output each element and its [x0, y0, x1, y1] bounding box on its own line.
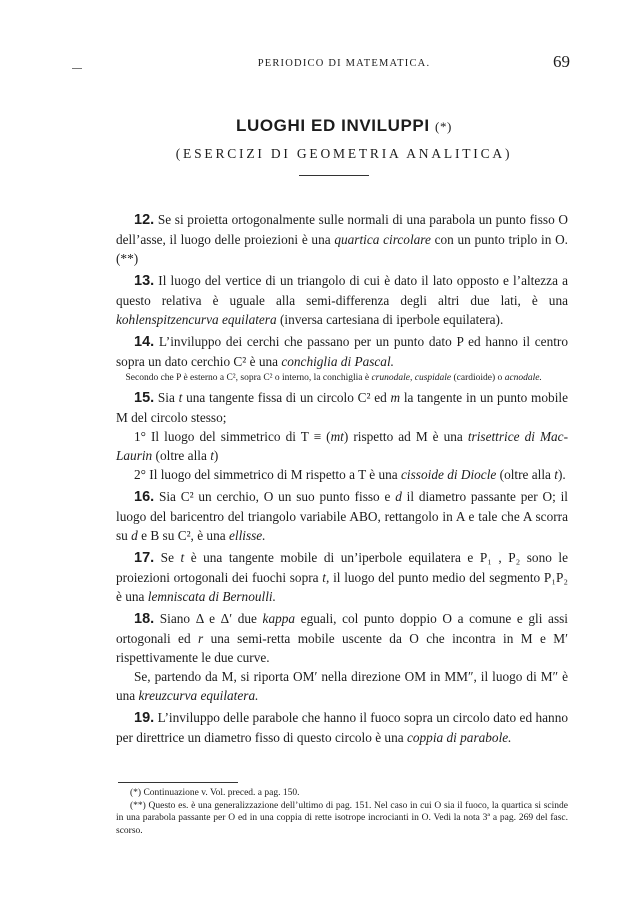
page-number: 69: [553, 52, 570, 71]
exercise-italic: conchiglia di Pascal.: [281, 354, 394, 369]
exercise-15-case-1: [116, 427, 568, 465]
exercise-text: con un punto triplo in O. (**): [116, 232, 568, 266]
exercise-text: la tangente in un punto mobile M del circolo stesso;: [116, 390, 568, 425]
note-italic: acnodale.: [504, 373, 542, 383]
exercise-18: [116, 609, 568, 667]
exercise-italic: kreuzcurva equilatera.: [138, 688, 259, 703]
exercise-text: Se, partendo da M, si riporta OM′ nella direzione OM in MM″, il luogo di M″ è una: [116, 669, 568, 703]
exercise-text: L’inviluppo delle parabole che hanno il fuoco sopra un circolo dato ed hanno per direttrice un diametro fisso di questo circolo è una: [116, 710, 568, 745]
exercise-text: Sia: [154, 390, 179, 405]
exercise-text: ) rispetto ad M è una: [343, 429, 468, 444]
exercise-text: (inversa cartesiana di iperbole equilatera).: [276, 312, 504, 327]
exercise-number: 18.: [134, 611, 155, 627]
exercise-text: 2° Il luogo del simmetrico di M rispetto a T è una: [134, 467, 402, 482]
exercise-17: [116, 548, 568, 606]
title-footnote-ref: (*): [435, 119, 452, 134]
exercise-text: Sia C² un cerchio, O un suo punto fisso e: [154, 489, 396, 504]
exercise-text: il diametro passante per O; il luogo del baricentro del triangolo variabile ABO, rettangolo in A e tale che A scorra su: [116, 489, 568, 543]
exercise-text: Se: [154, 550, 181, 565]
exercise-italic: cissoide di Diocle: [401, 467, 497, 482]
exercise-text: Il luogo del vertice di un triangolo di cui è dato il lato opposto e l’altezza a questo relativa è uguale alla semi-differenza degli altri due lati, è una: [116, 273, 568, 308]
title-text: LUOGHI ED INVILUPPI: [236, 116, 430, 135]
article-body: [116, 210, 568, 747]
exercise-italic: r: [198, 631, 204, 646]
note-text: (cardioide) o: [451, 373, 505, 383]
running-head: PERIODICO DI MATEMATICA.: [257, 58, 431, 69]
footnotes: [116, 787, 568, 837]
exercise-number: 14.: [134, 334, 155, 350]
article-subtitle: (ESERCIZI DI GEOMETRIA ANALITICA): [175, 146, 513, 161]
note-text: Secondo che P è esterno a C², sopra C² o interno, la conchiglia è: [125, 373, 372, 383]
exercise-12: [116, 210, 568, 268]
exercise-italic: trisettrice di Mac-Laurin: [116, 429, 568, 463]
exercise-text: il luogo del punto medio del segmento P₁P₂ è una: [116, 570, 568, 604]
exercise-italic: t: [210, 448, 214, 463]
exercise-18-continuation: [116, 667, 568, 705]
exercise-text: Se si proietta ortogonalmente sulle normali di una parabola un punto fisso O dell’asse, il luogo delle proiezioni è una: [116, 212, 568, 247]
footnote-divider: [118, 782, 238, 783]
exercise-italic: mt: [330, 429, 344, 444]
exercise-text: (oltre alla: [152, 448, 211, 463]
exercise-text: ).: [557, 467, 566, 482]
exercise-italic: t: [554, 467, 558, 482]
exercise-text: e B su C², è una: [137, 528, 229, 543]
exercise-text: (oltre alla: [496, 467, 555, 482]
exercise-14: [116, 332, 568, 371]
exercise-15-case-2: [116, 465, 568, 484]
margin-mark: [72, 68, 82, 69]
page-header: [118, 52, 570, 74]
exercise-italic: quartica circolare: [334, 232, 431, 247]
exercise-number: 12.: [134, 212, 155, 228]
title-divider: [299, 175, 369, 176]
exercise-text: 1° Il luogo del simmetrico di T ≡ (: [134, 429, 331, 444]
exercise-text: è una tangente mobile di un’iperbole equilatera e P₁ , P₂ sono le proiezioni ortogonali dei fuochi sopra: [116, 550, 568, 585]
exercise-text: ): [213, 448, 219, 463]
exercise-italic: m: [390, 390, 401, 405]
exercise-text: L’inviluppo dei cerchi che passano per un punto dato P ed hanno il centro sopra un dato cerchio C² è una: [116, 334, 568, 369]
exercise-16: [116, 487, 568, 545]
footnote-2: (**) Questo es. è una generalizzazione dell’ultimo di pag. 151. Nel caso in cui O sia il fuoco, la quartica si scinde in una parabola passante per O ed in una coppia di rette isotrope incrocianti in O. Vedi la nota 3ª a pag. 269 del fasc. scorso.: [116, 800, 568, 836]
exercise-italic: lemniscata di Bernoulli.: [147, 589, 276, 604]
exercise-italic: d: [395, 489, 402, 504]
exercise-15: [116, 388, 568, 427]
exercise-italic: t: [178, 390, 183, 405]
exercise-italic: ellisse.: [228, 528, 266, 543]
exercise-number: 13.: [134, 273, 155, 289]
exercise-13: [116, 271, 568, 329]
exercise-text: una semi-retta mobile uscente da O che incontra in M e M′ rispettivamente le due curve.: [116, 631, 568, 665]
exercise-italic: t: [180, 550, 185, 565]
exercise-text: Siano Δ e Δ′ due: [154, 611, 263, 626]
exercise-text: una tangente fissa di un circolo C² ed: [182, 390, 391, 405]
exercise-italic: coppia di parabole.: [406, 730, 512, 745]
exercise-19: [116, 708, 568, 747]
exercise-number: 17.: [134, 550, 155, 566]
footnote-1: (*) Continuazione v. Vol. preced. a pag. 150.: [130, 788, 300, 798]
note-italic: crunodale, cuspidale: [371, 373, 452, 383]
exercise-italic: kappa: [262, 611, 296, 626]
exercise-number: 16.: [134, 489, 155, 505]
exercise-italic: d: [131, 528, 138, 543]
article-title: [118, 116, 570, 136]
exercise-number: 19.: [134, 710, 155, 726]
exercise-italic: kohlenspitzencurva equilatera: [116, 312, 277, 327]
exercise-number: 15.: [134, 390, 155, 406]
exercise-text: eguali, col punto doppio O a comune e gli assi ortogonali ed: [116, 611, 568, 646]
exercise-14-note: [116, 371, 568, 385]
exercise-italic: t,: [322, 570, 330, 585]
